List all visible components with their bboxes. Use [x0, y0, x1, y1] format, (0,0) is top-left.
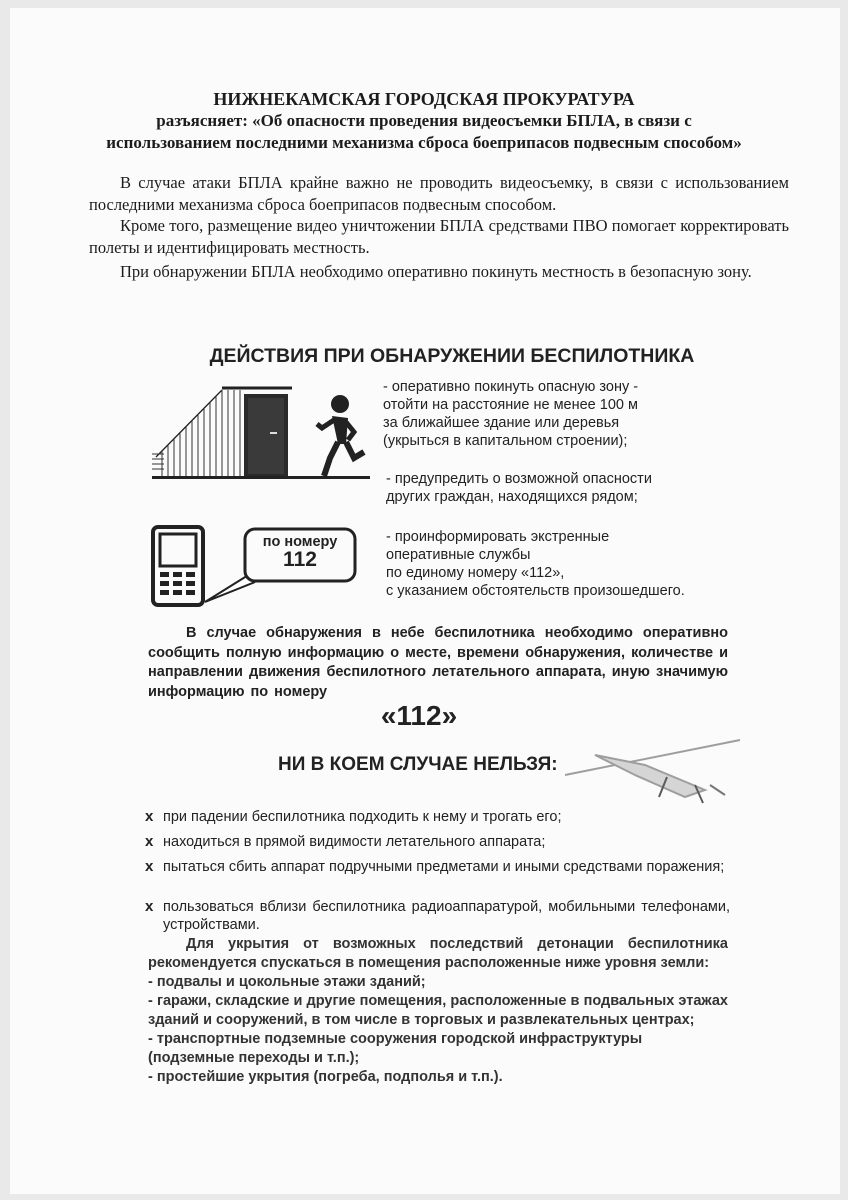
forbidden-text: пытаться сбить аппарат подручными предметами и иными средствами поражения; — [163, 859, 725, 875]
actions-heading: ДЕЙСТВИЯ ПРИ ОБНАРУЖЕНИИ БЕСПИЛОТНИКА — [209, 345, 695, 367]
shelter-item: - гаражи, складские и другие помещения, расположенные в подвальных этажах зданий и сооружений, в том числе в торговых и развлекательных центрах; — [148, 993, 728, 1028]
forbidden-item-4 — [145, 898, 730, 934]
action-1-line: - оперативно покинуть опасную зону - — [383, 379, 639, 395]
intro-text-3: При обнаружении БПЛА необходимо оперативно покинуть местность в безопасную зону. — [120, 262, 752, 281]
intro-text-2: Кроме того, размещение видео уничтожении БПЛА средствами ПВО помогает корректировать полеты и идентифицировать местность. — [89, 216, 789, 257]
cross-icon: x — [145, 808, 154, 825]
action-1-line: (укрыться в капитальном строении); — [383, 433, 628, 449]
intro-paragraph-3 — [89, 261, 789, 283]
intro-paragraph-1 — [89, 172, 789, 215]
intro-text-1: В случае атаки БПЛА крайне важно не проводить видеосъемку, в связи с использованием последними механизма сброса боеприпасов подвесным способом. — [89, 173, 789, 214]
forbidden-item-1 — [145, 808, 730, 826]
shelter-intro — [148, 935, 728, 973]
shelter-intro-text: Для укрытия от возможных последствий детонации беспилотника рекомендуется спускаться в помещения расположенные ниже уровня земли: — [148, 936, 728, 971]
action-2-line: других граждан, находящихся рядом; — [386, 489, 638, 505]
forbidden-text: при падении беспилотника подходить к нему и трогать его; — [163, 809, 562, 825]
forbidden-text: находиться в прямой видимости летательного аппарата; — [163, 834, 546, 850]
document-subtitle-line2: использованием последними механизма сброса боеприпасов подвесным способом» — [106, 133, 742, 152]
action-3-line: оперативные службы — [386, 547, 531, 563]
document-subtitle-line1: разъясняет: «Об опасности проведения видеосъемки БПЛА, в связи с — [156, 111, 692, 130]
action-item-1 — [383, 378, 638, 450]
forbidden-item-2 — [145, 833, 730, 851]
intro-paragraph-2 — [89, 215, 789, 258]
action-1-line: отойти на расстояние не менее 100 м — [383, 397, 638, 413]
action-item-3 — [386, 528, 685, 600]
forbidden-heading: НИ В КОЕМ СЛУЧАЕ НЕЛЬЗЯ: — [278, 754, 558, 775]
document-title: НИЖНЕКАМСКАЯ ГОРОДСКАЯ ПРОКУРАТУРА — [213, 89, 635, 109]
action-3-line: - проинформировать экстренные — [386, 529, 610, 545]
action-3-line: по единому номеру «112», — [386, 565, 565, 581]
action-3-line: с указанием обстоятельств произошедшего. — [386, 583, 685, 599]
drone-image — [555, 735, 745, 805]
shelter-section — [148, 935, 728, 1087]
cross-icon: x — [145, 858, 154, 875]
shelter-item: - простейшие укрытия (погреба, подполья и т.п.). — [148, 1069, 503, 1085]
shelter-item: - подвалы и цокольные этажи зданий; — [148, 974, 426, 990]
emergency-number: «112» — [380, 700, 458, 731]
report-paragraph — [148, 624, 728, 702]
action-2-line: - предупредить о возможной опасности — [386, 471, 652, 487]
bubble-number: 112 — [283, 548, 317, 571]
action-1-line: за ближайшее здание или деревья — [383, 415, 620, 431]
forbidden-text: пользоваться вблизи беспилотника радиоаппаратурой, мобильными телефонами, устройствами. — [163, 899, 730, 933]
action-item-2 — [386, 470, 652, 506]
forbidden-item-3 — [145, 858, 730, 876]
cross-icon: x — [145, 833, 154, 850]
cross-icon: x — [145, 898, 154, 915]
bubble-label: по номеру — [262, 534, 338, 550]
shelter-item: - транспортные подземные сооружения городской инфраструктуры (подземные переходы и т.п.); — [148, 1031, 643, 1066]
building-exit-icon — [152, 382, 372, 482]
report-text: В случае обнаружения в небе беспилотника необходимо оперативно сообщить полную информацию о месте, времени обнаружения, количестве и направлении движения беспилотного летательного аппарата, иную значимую информацию по номеру — [148, 625, 728, 700]
